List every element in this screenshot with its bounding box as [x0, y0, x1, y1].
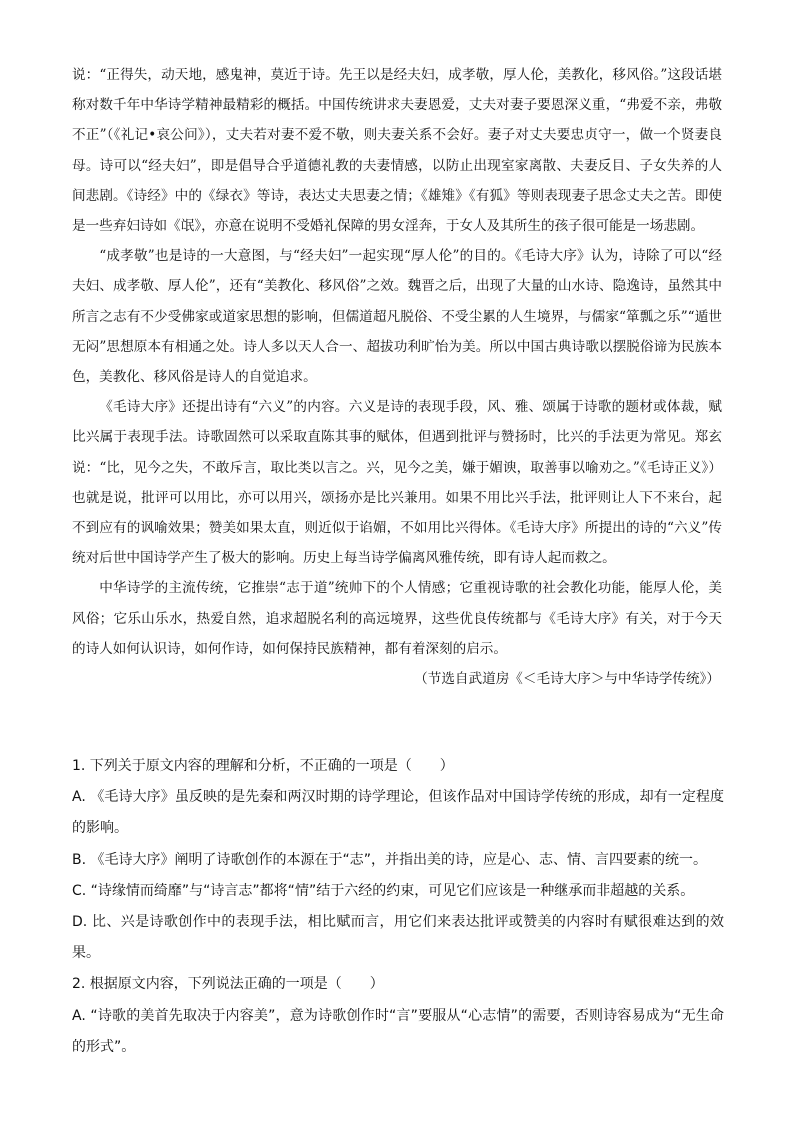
question-2-option-a: A. “诗歌的美首先取决于内容美”，意为诗歌创作时“言”要服从“心志情”的需要，否则诗容易成为“无生命的形式”。: [72, 1007, 724, 1055]
passage-source-citation: （节选自武道房《＜毛诗大序＞与中华诗学传统》）: [414, 671, 720, 688]
question-1-stem: 1. 下列关于原文内容的理解和分析，不正确的一项是（ ）: [72, 758, 454, 774]
question-2-stem: 2. 根据原文内容，下列说法正确的一项是（ ）: [72, 976, 384, 993]
question-1-option-b: B. 《毛诗大序》阐明了诗歌创作的本源在于“志”，并指出美的诗，应是心、志、情、言四要素的统一。: [72, 851, 708, 868]
passage-paragraph-2: “成孝敬”也是诗的一大意图，与“经夫妇”一起实现“厚人伦”的目的。《毛诗大序》认为，诗除了可以“经夫妇、成孝敬、厚人伦”，还有“美教化、移风俗”之效。魏晋之后，出现了大量的山水诗、隐逸诗，虽然其中所言之志有不少受佛家或道家思想的影响，但儒道超凡脱俗、不受尘累的人生境界，与儒家“箪瓢之乐”“遁世无闷”思想原本有相通之处。诗人多以天人合一、超拔功利旷怡为美。所以中国古典诗歌以摆脱俗谛为民族本色，美教化、移风俗是诗人的自觉追求。: [72, 248, 722, 386]
question-section: [72, 751, 724, 1063]
passage-paragraph-1: 说：“正得失，动天地，感鬼神，莫近于诗。先王以是经夫妇，成孝敬，厚人伦，美教化，移风俗。”这段话堪称对数千年中华诗学精神最精彩的概括。中国传统讲求夫妻恩爱，丈夫对妻子要恩深义重，“弗爱不亲，弗敬不正”（《礼记•哀公问》），丈夫若对妻不爱不敬，则夫妻关系不会好。妻子对丈夫要忠贞守一，做一个贤妻良母。诗可以“经夫妇”，即是倡导合乎道德礼教的夫妻情感，以防止出现室家离散、夫妻反目、子女失养的人间悲剧。《诗经》中的《绿衣》等诗，表达丈夫思妻之情；《雄雉》《有狐》等则表现妻子思念丈夫之苦。即使是一些弃妇诗如《氓》，亦意在说明不受婚礼保障的男女淫奔，于女人及其所生的孩子很可能是一场悲剧。: [72, 67, 722, 235]
passage-paragraph-4: 中华诗学的主流传统，它推崇“志于道”统帅下的个人情感；它重视诗歌的社会教化功能，能厚人伦，美风俗；它乐山乐水，热爱自然，追求超脱名利的高远境界，这些优良传统都与《毛诗大序》有关，对于今天的诗人如何认识诗，如何作诗，如何保持民族精神，都有着深刻的启示。: [72, 580, 722, 657]
reading-passage: [72, 60, 722, 694]
question-1-option-c: C. “诗缘情而绮靡”与“诗言志”都将“情”结于六经的约束，可见它们应该是一种继承而非超越的关系。: [72, 882, 695, 899]
question-1-option-d: D. 比、兴是诗歌创作中的表现手法，相比赋而言，用它们来表达批评或赞美的内容时有赋很难达到的效果。: [72, 914, 724, 962]
question-1-option-a: A. 《毛诗大序》虽反映的是先秦和两汉时期的诗学理论，但该作品对中国诗学传统的形成，却有一定程度的影响。: [72, 789, 724, 837]
passage-paragraph-3: 《毛诗大序》还提出诗有“六义”的内容。六义是诗的表现手段，风、雅、颂属于诗歌的题材或体裁，赋比兴属于表现手法。诗歌固然可以采取直陈其事的赋体，但遇到批评与赞扬时，比兴的手法更为常见。郑玄说：“比，见今之失，不敢斥言，取比类以言之。兴，见今之美，嫌于媚谀，取善事以喻劝之。”《毛诗正义》）也就是说，批评可以用比，亦可以用兴，颂扬亦是比兴兼用。如果不用比兴手法，批评则让人下不来台，起不到应有的讽喻效果；赞美如果太直，则近似于谄媚，不如用比兴得体。《毛诗大序》所提出的诗的“六义”传统对后世中国诗学产生了极大的影响。历史上每当诗学偏离风雅传统，即有诗人起而救之。: [72, 399, 722, 567]
